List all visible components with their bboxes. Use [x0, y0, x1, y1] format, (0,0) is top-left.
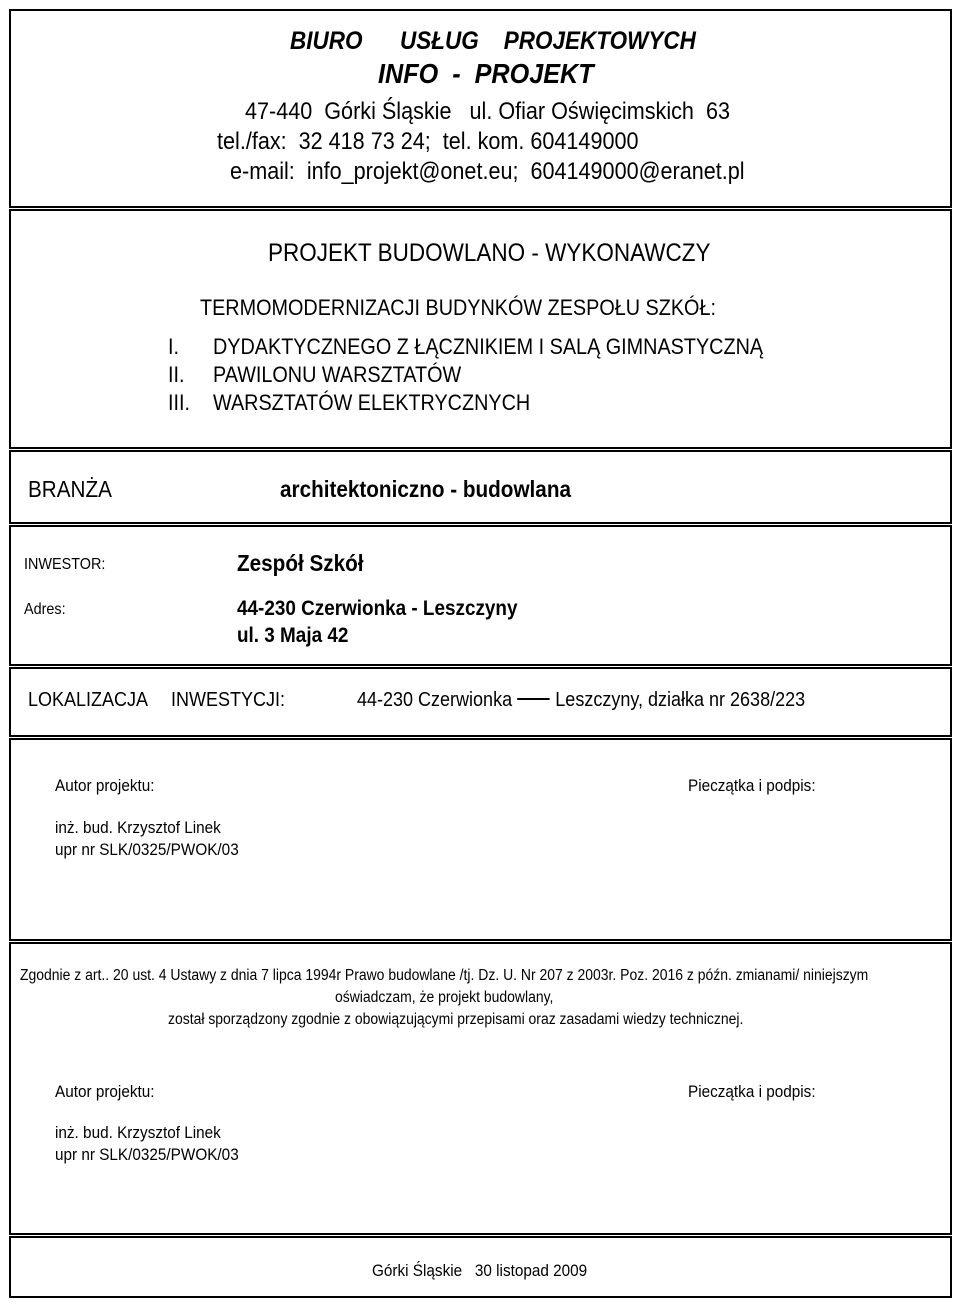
investor-address-line1: 44-230 Czerwionka - Leszczyny — [237, 597, 518, 620]
branza-value: architektoniczno - budowlana — [280, 476, 571, 502]
firm-address: 47-440 Górki Śląskie ul. Ofiar Oświęcimskich 63 — [245, 98, 730, 125]
project-type: PROJEKT BUDOWLANO - WYKONAWCZY — [268, 239, 711, 267]
firm-name-line1: BIURO USŁUG PROJEKTOWYCH — [290, 27, 696, 55]
declaration-author-label: Autor projektu: — [55, 1082, 155, 1101]
location-dash — [517, 698, 549, 700]
firm-name-line2: INFO - PROJEKT — [378, 58, 594, 89]
author-label: Autor projektu: — [55, 776, 155, 795]
investor-box — [9, 525, 952, 666]
firm-phone: tel./fax: 32 418 73 24; tel. kom. 604149000 — [217, 128, 639, 155]
place-date: Górki Śląskie 30 listopad 2009 — [372, 1261, 588, 1280]
project-item-2-number: II. — [168, 362, 185, 387]
investor-address-line2: ul. 3 Maja 42 — [237, 624, 349, 647]
location-label-2: INWESTYCJI: — [171, 689, 286, 711]
declaration-stamp-label: Pieczątka i podpis: — [688, 1082, 816, 1101]
author-license: upr nr SLK/0325/PWOK/03 — [55, 840, 239, 859]
investor-label: INWESTOR: — [24, 556, 106, 573]
branza-label: BRANŻA — [28, 476, 112, 502]
project-item-1-text: DYDAKTYCZNEGO Z ŁĄCZNIKIEM I SALĄ GIMNASTYCZNĄ — [213, 334, 764, 359]
location-value-part2: Leszczyny, działka nr 2638/223 — [555, 689, 806, 711]
stamp-label: Pieczątka i podpis: — [688, 776, 816, 795]
project-item-3-number: III. — [168, 390, 191, 415]
investor-address-label: Adres: — [24, 601, 66, 618]
declaration-line1: Zgodnie z art.. 20 ust. 4 Ustawy z dnia 7 lipca 1994r Prawo budowlane /tj. Dz. U. Nr 207 z 2003r. Poz. 2016 z późn. zmianami/ niniejszym — [20, 967, 869, 984]
author-name: inż. bud. Krzysztof Linek — [55, 818, 221, 837]
firm-email: e-mail: info_projekt@onet.eu; 604149000@eranet.pl — [230, 158, 745, 185]
declaration-line3: został sporządzony zgodnie z obowiązującymi przepisami oraz zasadami wiedzy technicznej. — [168, 1011, 744, 1028]
project-item-2-text: PAWILONU WARSZTATÓW — [213, 362, 462, 387]
declaration-line2: oświadczam, że projekt budowlany, — [335, 989, 554, 1006]
project-item-1-number: I. — [168, 334, 180, 359]
location-value-part1: 44-230 Czerwionka — [357, 689, 513, 711]
location-label-1: LOKALIZACJA — [28, 689, 149, 711]
declaration-author-license: upr nr SLK/0325/PWOK/03 — [55, 1145, 239, 1164]
investor-name: Zespół Szkół — [237, 550, 364, 576]
declaration-author-name: inż. bud. Krzysztof Linek — [55, 1123, 221, 1142]
location-value — [357, 690, 805, 710]
project-subject: TERMOMODERNIZACJI BUDYNKÓW ZESPOŁU SZKÓŁ: — [200, 295, 716, 320]
project-item-3-text: WARSZTATÓW ELEKTRYCZNYCH — [213, 390, 531, 415]
